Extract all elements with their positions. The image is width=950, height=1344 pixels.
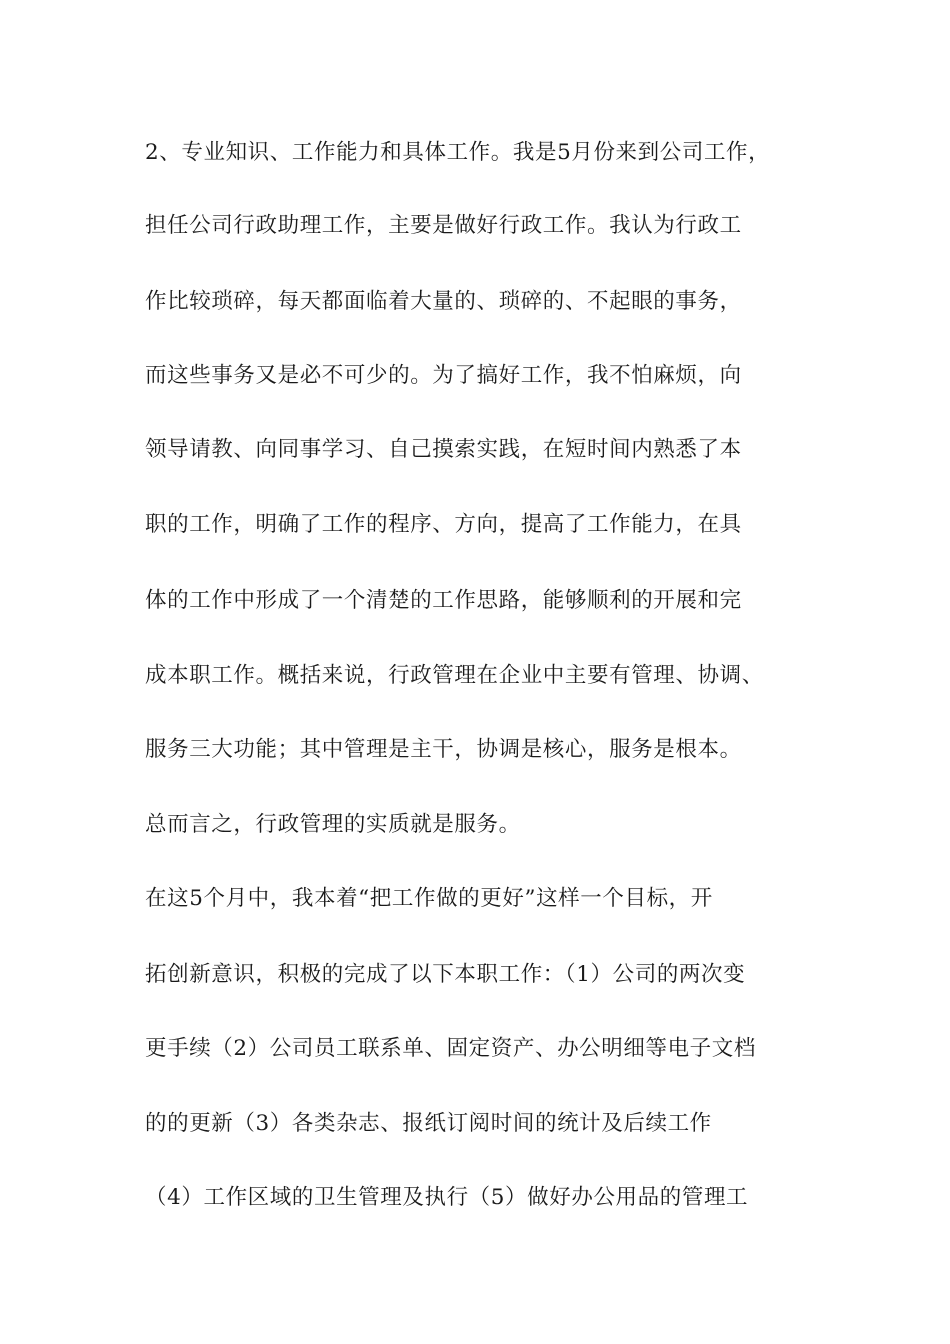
text-line-12: 拓创新意识，积极的完成了以下本职工作：（1）公司的两次变 [145, 962, 746, 987]
text-line-10: 总而言之，行政管理的实质就是服务。 [145, 812, 521, 837]
text-line-8: 成本职工作。概括来说，行政管理在企业中主要有管理、协调、 [145, 663, 764, 688]
text-line-2: 担任公司行政助理工作，主要是做好行政工作。我认为行政工 [145, 213, 742, 238]
text-line-14: 的的更新（3）各类杂志、报纸订阅时间的统计及后续工作 [145, 1111, 712, 1136]
text-line-9: 服务三大功能；其中管理是主干，协调是核心，服务是根本。 [145, 737, 742, 762]
text-line-15: （4）工作区域的卫生管理及执行（5）做好办公用品的管理工 [145, 1185, 749, 1210]
text-line-4: 而这些事务又是必不可少的。为了搞好工作，我不怕麻烦，向 [145, 363, 742, 388]
text-line-11: 在这5个月中，我本着“把工作做的更好”这样一个目标，开 [145, 886, 713, 911]
text-line-1: 2、专业知识、工作能力和具体工作。我是5月份来到公司工作， [145, 140, 771, 165]
text-line-7: 体的工作中形成了一个清楚的工作思路，能够顺利的开展和完 [145, 588, 742, 613]
text-line-3: 作比较琐碎，每天都面临着大量的、琐碎的、不起眼的事务， [145, 289, 742, 314]
text-line-13: 更手续（2）公司员工联系单、固定资产、办公明细等电子文档 [145, 1036, 756, 1061]
text-line-6: 职的工作，明确了工作的程序、方向，提高了工作能力，在具 [145, 512, 742, 537]
text-line-5: 领导请教、向同事学习、自己摸索实践，在短时间内熟悉了本 [145, 437, 742, 462]
